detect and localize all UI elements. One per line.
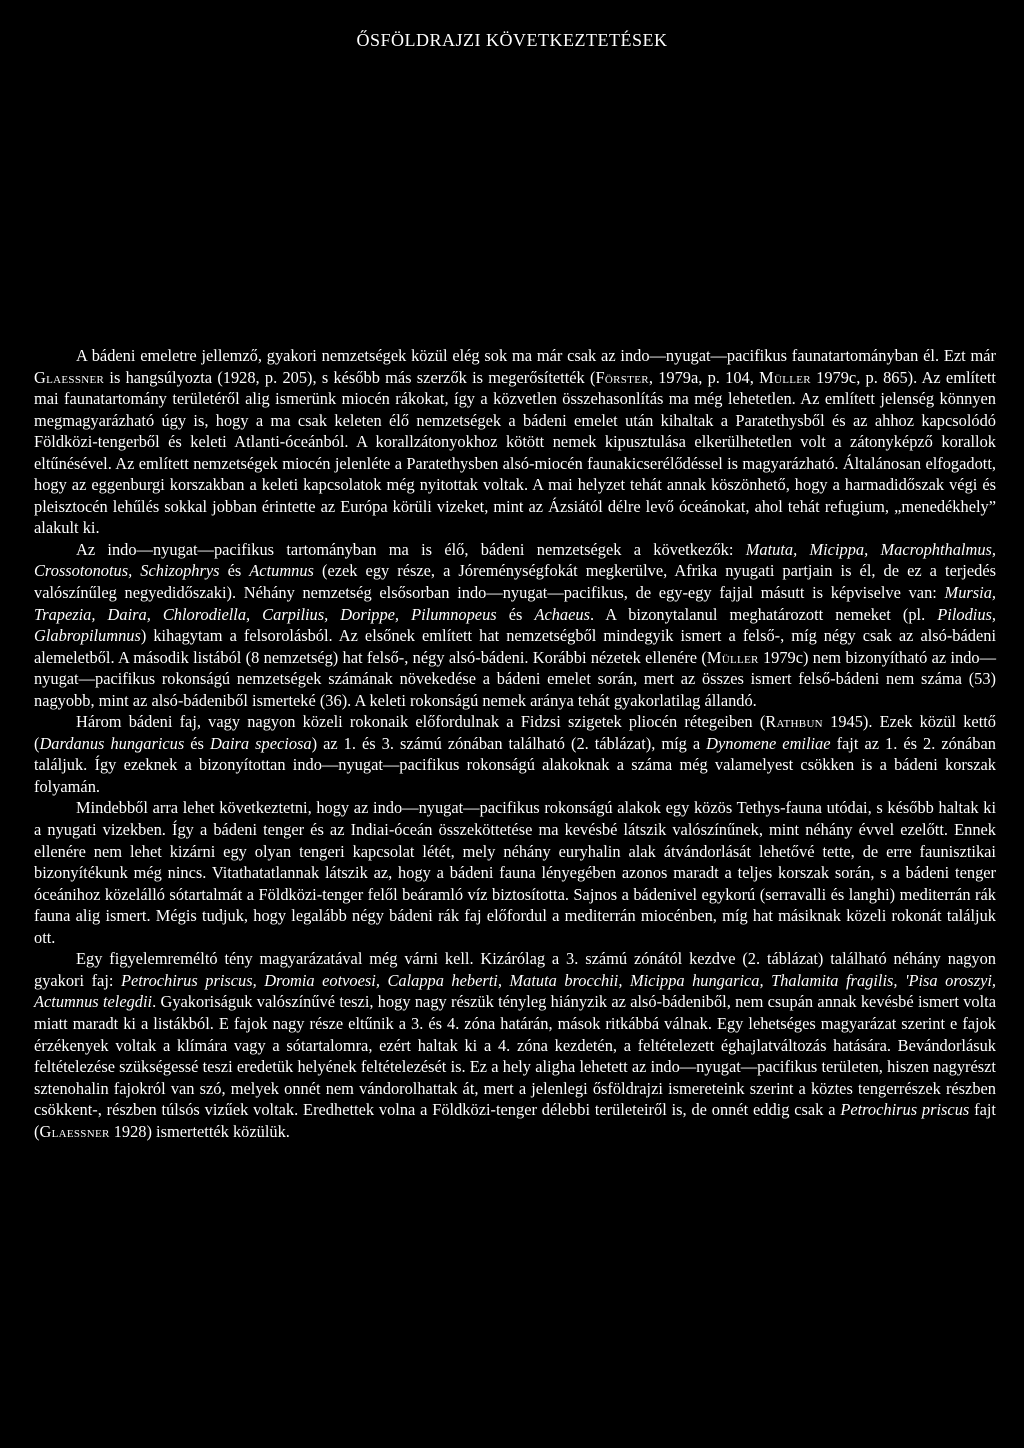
body-text	[34, 345, 996, 1142]
author-name: Förster	[595, 367, 649, 387]
author-name: Rathbun	[765, 712, 823, 732]
taxon-name: Dardanus hungaricus	[39, 733, 185, 753]
paragraph	[34, 345, 996, 539]
text-run: A bádeni emeletre jellemző, gyakori nemzetségek közül elég sok ma már csak az indo—nyugat—pacifikus faunatartományban él. Ezt már	[76, 346, 996, 365]
text-run: . Gyakoriságuk valószínűvé teszi, hogy nagy részük tényleg hiányzik az alsó-bádeniből, nem csupán annak kevésbé ismert volta miatt maradt ki a listákból. E fajok nagy része eltűnik a 3. és 4. zóna határán, mások ritkábbá válnak. Egy lehetséges magyarázat szerint e fajok érzékenyek voltak a klímára vagy a sótartalomra, ezért haltak ki a 4. zóna kezdetén, a feltételezett éghajlatváltozás hatására. Bevándorlásuk feltételezése szükségessé teszi eredetük helyének feltételezését is. Ez a hely aligha lehetett az indo—nyugat—pacifikus területen, hiszen nagyrészt sztenohalin fajokról van szó, melyek onnét nem vándorolhattak át, mert a jelenlegi ősföldrajzi ismereteink szerint a köztes tengerrészek részben csökkent-, részben túlsós vizűek voltak. Eredhettek volna a Földközi-tenger délebbi területeiről is, de onnét eddig csak a	[34, 992, 996, 1120]
text-run: 1979c) nem bizonyítható az indo—nyugat—pacifikus rokonságú nemzetségek számának növekedése a bádeni emelet során, mert az összes ismert felső-bádeni nem száma (53) nagyobb, mint az alsó-bádeniből ismerteké (36). A keleti rokonságú nemek aránya tehát gyakorlatilag állandó.	[34, 647, 996, 710]
taxon-name: Actumnus	[249, 561, 314, 581]
author-name: Müller	[759, 367, 811, 387]
taxon-name: Achaeus	[534, 604, 590, 624]
text-run: Egy figyelemreméltó tény magyarázatával még várni kell. Kizárólag a 3. számú zónától kezdve (2. táblázat) található néhány nagyon gyakori faj:	[34, 949, 996, 990]
blank-figure-area	[34, 70, 994, 340]
taxon-name: Daira speciosa	[209, 733, 312, 753]
text-run: és	[184, 733, 210, 753]
paragraph	[34, 711, 996, 797]
text-run: ) az 1. és 3. számú zónában található (2. táblázat), míg a	[311, 733, 707, 753]
author-name: Glaessner	[34, 367, 105, 387]
text-run: ) kihagytam a felsorolásból. Az elsőnek említett hat nemzetségből mindegyik ismert a felső-, míg négy csak az alsó-bádeni alemeletből. A második listából (8 nemzetség) hat felső-, négy alsó-bádeni. Korábbi nézetek ellenére (	[34, 626, 996, 667]
text-run: 1979c, p. 865). Az említett mai faunatartomány területéről alig ismerünk miocén rákokat, így a közvetlen összehasonlítás ma még lehetetlen. Az említett jelenség könnyen megmagyarázható úgy is, hogy a ma csak keleten élő nemzetségek a bádeni emelet után kihaltak a Paratethysből és az ahhoz kapcsolódó Földközi-tengerből és keleti Atlanti-óceánból. A korallzátonyokhoz kötött nemek kipusztulása elkerülhetetlen volt a zátonyképző korallok eltűnésével. Az említett nemzetségek miocén jelenléte a Paratethysben alsó-miocén faunakicserélődéssel is magyarázható. Általánosan elfogadott, hogy az eggenburgi korszakban a keleti kapcsolatok még nyitottak voltak. A mai helyzet tehát annak köszönhető, hogy a harmadidőszak végi és pleisztocén lehűlés sokkal jobban érintette az Európa körüli vizeket, mint az Ázsiától délre levő óceánokat, ahol tehát refugium, „menedékhely” alakult ki.	[34, 367, 996, 538]
text-run: fajt az 1. és 2. zónában találjuk. Így ezeknek a bizonyítottan indo—nyugat—pacifikus rokonságú alakoknak a száma még valamelyest csökken is a bádeni korszak folyamán.	[34, 733, 996, 796]
text-run: Mindebből arra lehet következtetni, hogy az indo—nyugat—pacifikus rokonságú alakok egy közös Tethys-fauna utódai, s később haltak ki a nyugati vizekben. Így a bádeni tenger és az Indiai-óceán összeköttetése ma kevésbé látszik valószínűnek, mint néhány évvel ezelőtt. Ennek ellenére nem lehet kizárni egy olyan tengeri kapcsolat létét, mely néhány euryhalin alak átvándorlását lehetővé tette, de erre faunisztikai bizonyítékunk még nincs. Vitathatatlannak látszik az, hogy a bádeni fauna lényegében azonos maradt a teljes korszak során, s a bádeni tenger óceánihoz közelálló sótartalmát a Földközi-tenger felől beáramló víz biztosította. Sajnos a bádenivel egykorú (serravalli és langhi) mediterrán rák fauna alig ismert. Mégis tudjuk, hogy legalább négy bádeni rák faj előfordul a mediterrán miocénben, míg hat másiknak közeli rokonát találjuk ott.	[34, 798, 996, 947]
text-run: (ezek egy része, a Jóreménységfokát megkerülve, Afrika nyugati partjain is él, de ez a terjedés valószínűleg negyedidőszaki). Néhány nemzetség elsősorban indo—nyugat—pacifikus, de egy-egy fajjal másutt is képviselve van:	[34, 561, 996, 603]
author-name: Müller	[706, 647, 759, 667]
author-name: Glaessner	[39, 1121, 110, 1141]
paragraph	[34, 948, 996, 1142]
text-run: . A bizonytalanul meghatározott nemeket (pl.	[589, 604, 938, 624]
text-run: Az indo—nyugat—pacifikus tartományban ma is élő, bádeni nemzetségek a következők:	[76, 539, 746, 559]
text-run: Három bádeni faj, vagy nagyon közeli rokonaik előfordulnak a Fidzsi szigetek pliocén rétegeiben (	[76, 712, 766, 732]
text-run: fajt (	[34, 1100, 996, 1141]
paragraph	[34, 539, 996, 711]
text-run: 1928) ismertették közülük.	[109, 1121, 290, 1141]
text-run: és	[496, 604, 535, 624]
paragraph	[34, 797, 996, 948]
taxon-name: Petrochirus priscus, Dromia eotvoesi, Calappa heberti, Matuta brocchii, Micippa hungarica, Thalamita fragilis, 'Pisa oroszyi, Actumnus telegdii	[34, 970, 996, 1012]
text-run: és	[219, 561, 250, 581]
text-run: , 1979a, p. 104,	[648, 367, 760, 387]
taxon-name: Petrochirus priscus	[840, 1100, 970, 1120]
taxon-name: Dynomene emiliae	[706, 733, 831, 753]
taxon-name: Matuta, Micippa, Macrophthalmus, Crossotonotus, Schizophrys	[34, 539, 996, 581]
text-run: is hangsúlyozta (1928, p. 205), s később más szerzők is megerősítették (	[104, 367, 596, 387]
running-head: ŐSFÖLDRAJZI KÖVETKEZTETÉSEK	[356, 30, 668, 50]
taxon-name: Mursia, Trapezia, Daira, Chlorodiella, Carpilius, Dorippe, Pilumnopeus	[34, 583, 996, 624]
text-run: 1945). Ezek közül kettő (	[34, 712, 996, 753]
taxon-name: Pilodius, Glabropilumnus	[34, 604, 996, 646]
